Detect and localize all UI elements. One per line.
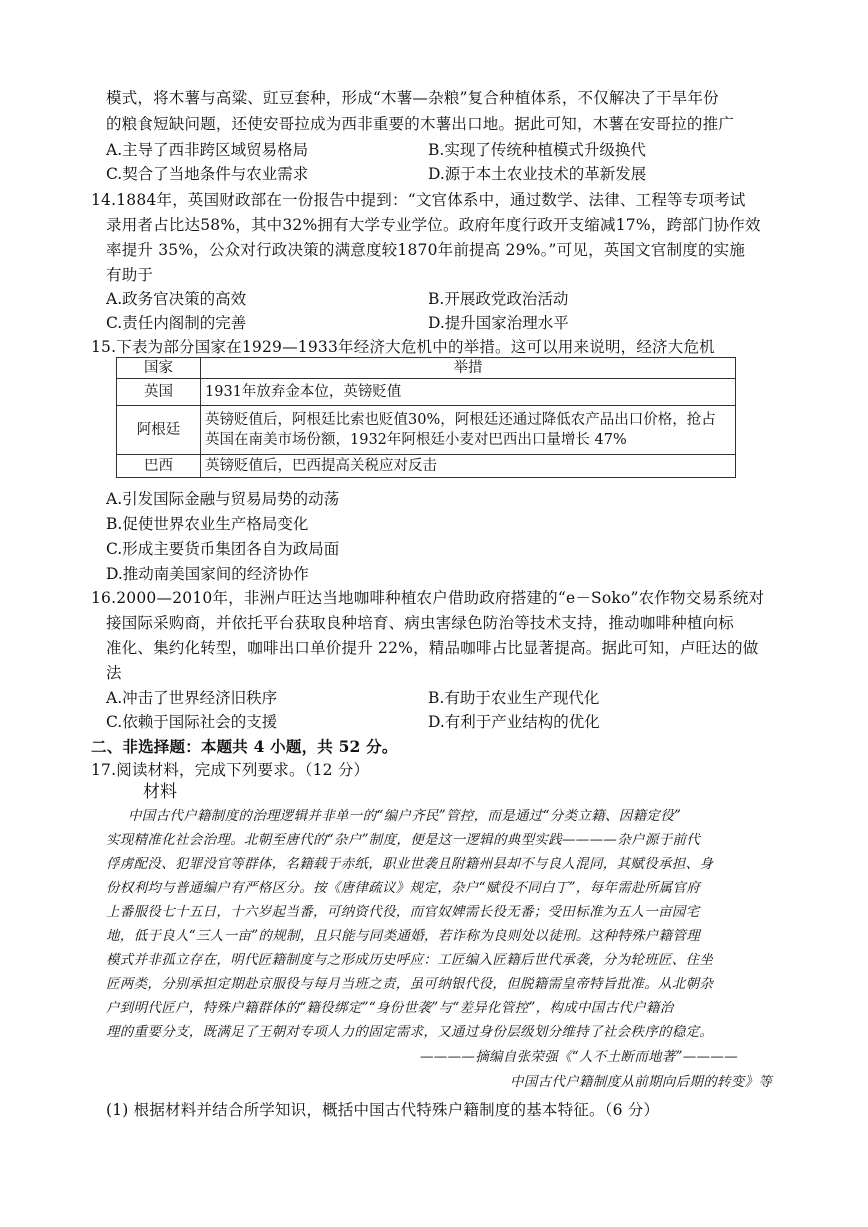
q14-option-c: C.责任内阁制的完善 — [106, 314, 247, 332]
material-line: 理的重要分支，既满足了王朝对专项人力的固定需求，又通过身份层级划分维持了社会秩序的稳定。 — [106, 1024, 714, 1040]
q17-stem: 17.阅读材料，完成下列要求。（12 分） — [91, 761, 370, 779]
q16-option-a: A.冲击了世界经济旧秩序 — [106, 689, 278, 707]
q15-option-a: A.引发国际金融与贸易局势的动荡 — [106, 490, 340, 508]
q14-option-b: B.开展政党政治活动 — [428, 290, 569, 308]
material-line: 份权利均与普通编户有严格区分。按《唐律疏议》规定，杂户“赋役不同白丁”，每年需赴所属官府 — [106, 880, 701, 896]
table-row — [117, 455, 736, 478]
q14-stem-line-4: 有助于 — [106, 266, 154, 284]
q16-option-c: C.依赖于国际社会的支援 — [106, 713, 278, 731]
q16-stem-line-4: 法 — [106, 664, 122, 682]
material-source-line-1: ————摘编自张荣强《“人不土断而地著”———— — [420, 1049, 739, 1065]
q14-stem-line-3: 率提升 35%，公众对行政决策的满意度较1870年前提高 29%。”可见，英国文官制度的实施 — [106, 241, 746, 259]
material-line: 匠两类，分别承担定期赴京服役与每月当班之责，虽可纳银代役，但脱籍需皇帝特旨批准。从北朝杂 — [106, 976, 714, 992]
q15-measures-table — [116, 357, 736, 478]
measure-line: 1931年放弃金本位，英镑贬值 — [205, 384, 402, 400]
q16-option-d: D.有利于产业结构的优化 — [428, 713, 600, 731]
table-cell-measure — [201, 455, 736, 478]
q13-option-c: C.契合了当地条件与农业需求 — [106, 165, 309, 183]
q15-option-c: C.形成主要货币集团各自为政局面 — [106, 540, 340, 558]
q14-stem-line-2: 录用者占比达58%，其中32%拥有大学专业学位。政府年度行政开支缩减17%，跨部门协作效 — [106, 216, 761, 234]
q13-stem-line-2: 的粮食短缺问题，还使安哥拉成为西非重要的木薯出口地。据此可知，木薯在安哥拉的推广 — [106, 115, 735, 133]
q14-option-a: A.政务官决策的高效 — [106, 290, 247, 308]
table-cell-measure — [201, 379, 736, 406]
q14-stem-line-1: 14.1884年，英国财政部在一份报告中提到：“文官体系中，通过数学、法律、工程等专项考试 — [91, 191, 746, 209]
table-header-row — [117, 358, 736, 379]
measure-line: 英镑贬值后，巴西提高关税应对反击 — [205, 458, 437, 474]
q13-option-d: D.源于本土农业技术的革新发展 — [428, 165, 647, 183]
table-header-measure: 举措 — [201, 358, 736, 379]
table-cell-country: 英国 — [117, 379, 201, 406]
table-row — [117, 406, 736, 455]
measure-line: 英国在南美市场份额，1932年阿根廷小麦对巴西出口量增长 47% — [205, 432, 627, 448]
material-line: 实现精准化社会治理。北朝至唐代的“杂户”制度，便是这一逻辑的典型实践————杂户源于前代 — [106, 832, 701, 848]
q13-option-a: A.主导了西非跨区域贸易格局 — [106, 141, 309, 159]
q16-stem-line-2: 接国际采购商，并依托平台获取良种培育、病虫害绿色防治等技术支持，推动咖啡种植向标 — [106, 614, 735, 632]
material-line: 模式并非孤立存在，明代匠籍制度与之形成历史呼应：工匠编入匠籍后世代承袭，分为轮班匠、住坐 — [106, 952, 714, 968]
q15-option-b: B.促使世界农业生产格局变化 — [106, 515, 309, 533]
material-line: 户到明代匠户，特殊户籍群体的“籍役绑定”“身份世袭”与“差异化管控”，构成中国古代户籍治 — [106, 1000, 674, 1016]
section-heading: 二、非选择题：本题共 4 小题，共 52 分。 — [91, 737, 398, 756]
table-cell-measure — [201, 406, 736, 455]
q16-stem-line-3: 准化、集约化转型，咖啡出口单价提升 22%，精品咖啡占比显著提高。据此可知，卢旺达的做 — [106, 639, 759, 657]
material-line: 中国古代户籍制度的治理逻辑并非单一的“编户齐民”管控，而是通过“分类立籍、因籍定役” — [128, 808, 682, 824]
table-cell-country: 巴西 — [117, 455, 201, 478]
q13-stem-line-1: 模式，将木薯与高粱、豇豆套种，形成“木薯—杂粮”复合种植体系，不仅解决了干旱年份 — [106, 89, 719, 107]
material-title: 材料 — [143, 782, 177, 802]
table-header-country: 国家 — [117, 358, 201, 379]
table-cell-country: 阿根廷 — [117, 406, 201, 455]
q13-option-b: B.实现了传统种植模式升级换代 — [428, 141, 646, 159]
q15-stem: 15.下表为部分国家在1929—1933年经济大危机中的举措。这可以用来说明，经济大危机 — [91, 338, 715, 356]
q15-option-d: D.推动南美国家间的经济协作 — [106, 565, 309, 583]
table-row — [117, 379, 736, 406]
q14-option-d: D.提升国家治理水平 — [428, 314, 569, 332]
material-line: 俘虏配没、犯罪没官等群体，名籍载于赤纸，职业世袭且附籍州县却不与良人混同，其赋役承担、身 — [106, 856, 714, 872]
material-line: 上番服役七十五日，十六岁起当番，可纳资代役，而官奴婢需长役无番；受田标准为五人一亩园宅 — [106, 904, 700, 920]
q16-option-b: B.有助于农业生产现代化 — [428, 689, 600, 707]
q16-stem-line-1: 16.2000—2010年，非洲卢旺达当地咖啡种植农户借助政府搭建的“e－Soko”农作物交易系统对 — [91, 589, 765, 607]
q17-subquestion-1: (1) 根据材料并结合所学知识，概括中国古代特殊户籍制度的基本特征。（6 分） — [106, 1101, 660, 1119]
measure-line: 英镑贬值后，阿根廷比索也贬值30%，阿根廷还通过降低农产品出口价格，抢占 — [205, 412, 716, 428]
material-source-line-2: 中国古代户籍制度从前期向后期的转变》等 — [510, 1074, 773, 1090]
material-line: 地，低于良人“三人一亩”的规制，且只能与同类通婚，若诈称为良则处以徒刑。这种特殊户籍管理 — [106, 928, 701, 944]
